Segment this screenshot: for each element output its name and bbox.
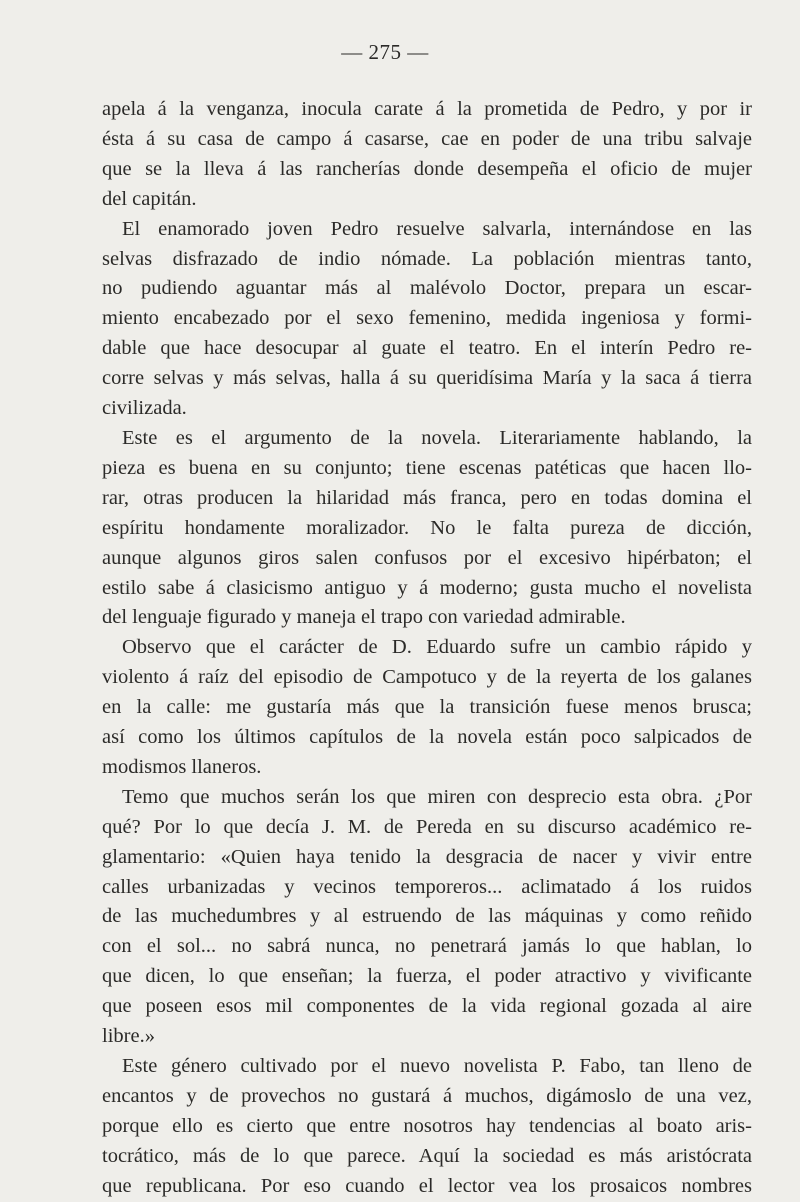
paragraph (102, 95, 752, 215)
text-line: del capitán. (102, 187, 197, 210)
text-line: con el sol... no sabrá nunca, no penetrará jamás lo que hablan, lo (102, 935, 752, 958)
text-line: así como los últimos capítulos de la novela están poco salpicados de (102, 726, 752, 749)
text-line: qué? Por lo que decía J. M. de Pereda en su discurso académico re- (102, 815, 752, 838)
text-line: dable que hace desocupar al guate el teatro. En el interín Pedro re- (102, 337, 752, 360)
paragraph (102, 633, 752, 783)
text-line: rar, otras producen la hilaridad más franca, pero en todas domina el (102, 486, 752, 509)
text-line: de las muchedumbres y al estruendo de las máquinas y como reñido (102, 905, 752, 928)
text-line: modismos llaneros. (102, 755, 262, 778)
text-line: ésta á su casa de campo á casarse, cae en poder de una tribu salvaje (102, 127, 752, 150)
text-line: glamentario: «Quien haya tenido la desgracia de nacer y vivir entre (102, 845, 752, 868)
text-line: que republicana. Por eso cuando el lector vea los prosaicos nombres (102, 1174, 752, 1197)
body-text (102, 95, 752, 1202)
text-line: libre.» (102, 1025, 155, 1048)
text-line: Observo que el carácter de D. Eduardo sufre un cambio rápido y (122, 636, 752, 659)
page-number: — 275 — (341, 40, 429, 64)
text-line: espíritu hondamente moralizador. No le falta pureza de dicción, (102, 516, 752, 539)
text-line: que se la lleva á las rancherías donde desempeña el oficio de mujer (102, 157, 752, 180)
text-line: no pudiendo aguantar más al malévolo Doctor, prepara un escar- (102, 277, 752, 300)
text-line: tocrático, más de lo que parece. Aquí la sociedad es más aristócrata (102, 1144, 752, 1167)
text-line: Este es el argumento de la novela. Literariamente hablando, la (122, 426, 752, 449)
text-line: civilizada. (102, 397, 187, 420)
text-line: Este género cultivado por el nuevo novelista P. Fabo, tan lleno de (122, 1055, 752, 1077)
text-line: calles urbanizadas y vecinos temporeros... aclimatado á los ruidos (102, 875, 752, 898)
paragraph (102, 215, 752, 424)
text-line: que poseen esos mil componentes de la vida regional gozada al aire (102, 995, 752, 1018)
text-line: Temo que muchos serán los que miren con desprecio esta obra. ¿Por (122, 785, 752, 808)
text-line: apela á la venganza, inocula carate á la prometida de Pedro, y por ir (102, 98, 752, 120)
text-line: del lenguaje figurado y maneja el trapo con variedad admirable. (102, 606, 626, 629)
text-line: encantos y de provechos no gustará á muchos, digámoslo de una vez, (102, 1084, 752, 1107)
text-line: en la calle: me gustaría más que la transición fuese menos brusca; (102, 696, 752, 719)
text-line: porque ello es cierto que entre nosotros hay tendencias al boato aris- (102, 1114, 752, 1137)
text-line: pieza es buena en su conjunto; tiene escenas patéticas que hacen llo- (102, 456, 752, 479)
paragraph (102, 424, 752, 633)
paragraph (102, 1052, 752, 1202)
text-line: estilo sabe á clasicismo antiguo y á moderno; gusta mucho el novelista (102, 576, 752, 599)
text-line: aunque algunos giros salen confusos por el excesivo hipérbaton; el (102, 546, 752, 569)
paragraph (102, 783, 752, 1052)
text-line: miento encabezado por el sexo femenino, medida ingeniosa y formi- (102, 307, 752, 330)
text-line: violento á raíz del episodio de Campotuco y de la reyerta de los galanes (102, 666, 752, 689)
text-line: corre selvas y más selvas, halla á su queridísima María y la saca á tierra (102, 367, 752, 390)
text-line: El enamorado joven Pedro resuelve salvarla, internándose en las (122, 217, 752, 240)
text-line: que dicen, lo que enseñan; la fuerza, el poder atractivo y vivificante (102, 965, 752, 988)
text-line: selvas disfrazado de indio nómade. La población mientras tanto, (102, 247, 752, 270)
